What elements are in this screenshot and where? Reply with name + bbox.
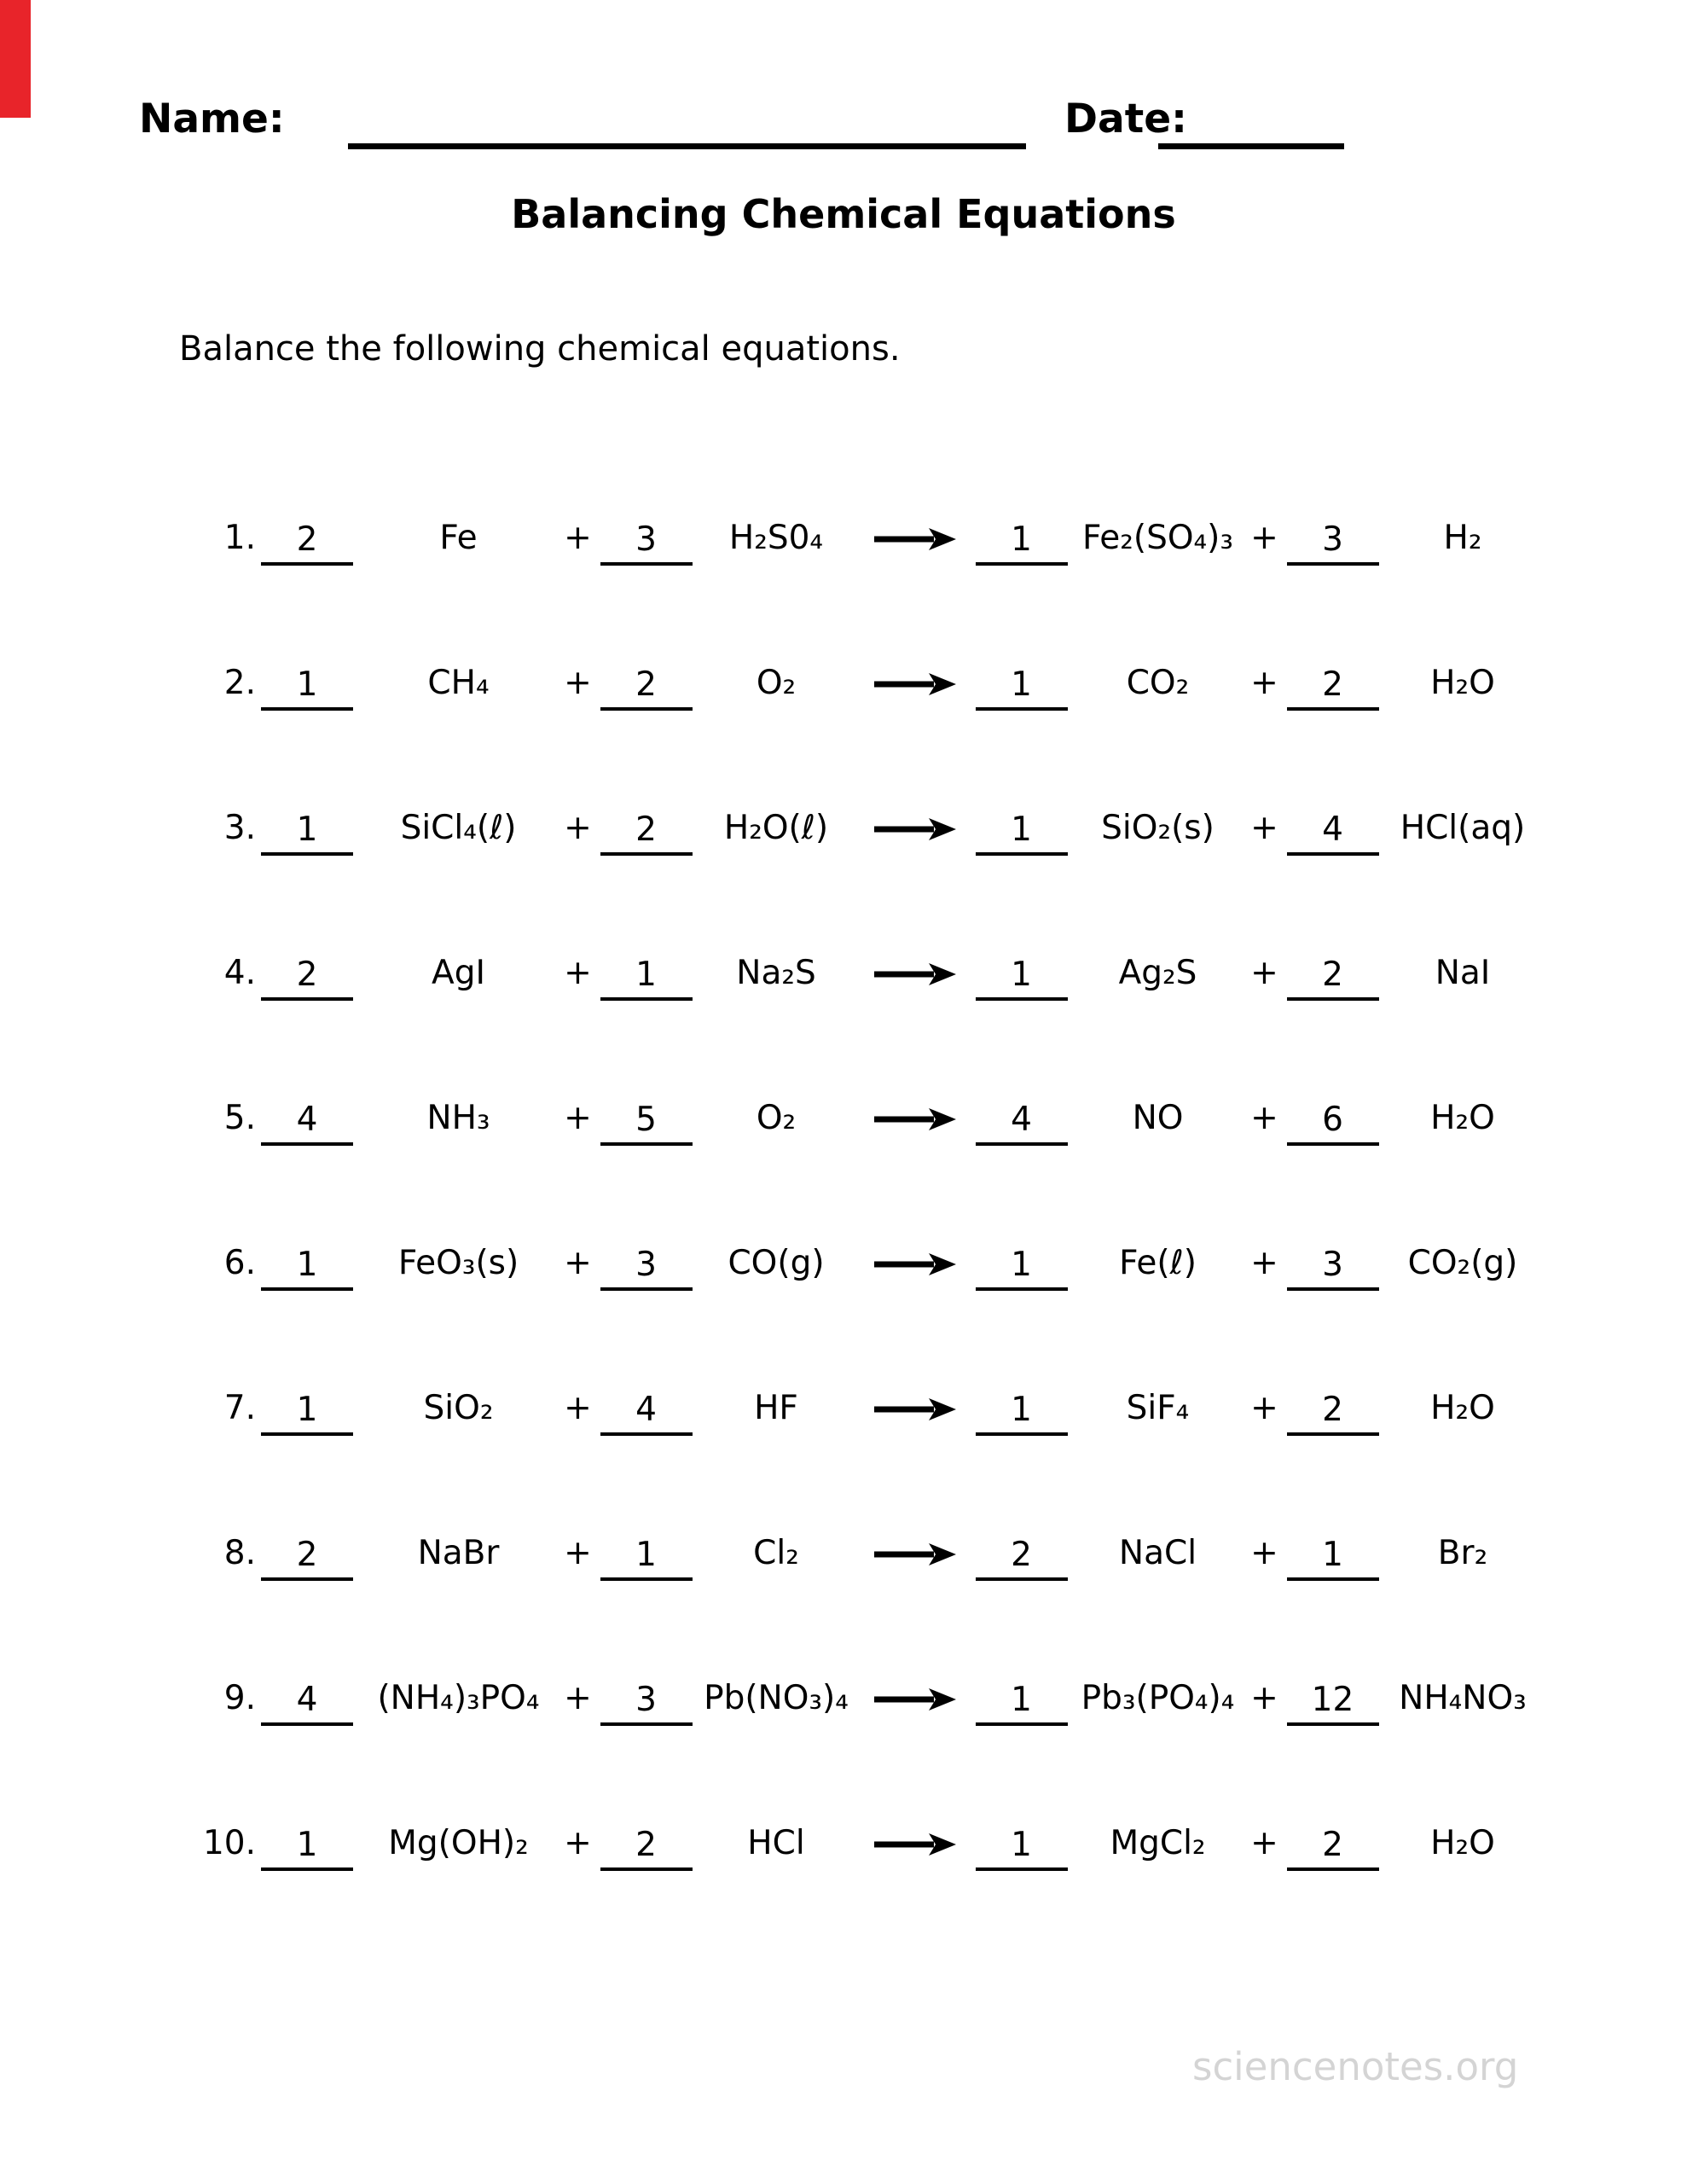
product-2-formula: H₂O [1430,1823,1495,1862]
coefficient-blank-2 [597,515,695,561]
product-1-formula: MgCl₂ [1110,1823,1206,1862]
coefficient-blank-4 [1284,1531,1382,1576]
coefficient-value-2: 1 [635,955,657,994]
plus-sign: + [1250,1098,1278,1137]
coefficient-value-4: 2 [1322,955,1343,994]
reaction-arrow-icon [857,954,972,992]
product-1-formula: Fe(ℓ) [1119,1243,1197,1282]
reaction-arrow-icon [857,1534,972,1572]
reaction-arrow-icon [857,519,972,557]
coefficient-blank-1 [256,1095,358,1141]
coefficient-blank-4 [1284,1095,1382,1141]
reaction-arrow-icon [857,664,972,702]
coefficient-value-3: 1 [1011,520,1032,559]
coefficient-blank-1 [256,805,358,851]
coefficient-value-1: 4 [296,1680,318,1719]
plus-sign: + [1250,808,1278,847]
coefficient-value-4: 2 [1322,665,1343,704]
coefficient-blank-1 [256,950,358,996]
page-title: Balancing Chemical Equations [511,191,1176,237]
reactant-1-formula: AgI [432,953,485,992]
instruction-text: Balance the following chemical equations. [179,329,901,369]
reactant-1-formula: Mg(OH)₂ [388,1823,529,1862]
coefficient-value-4: 3 [1322,520,1343,559]
coefficient-value-4: 2 [1322,1390,1343,1429]
plus-sign: + [1250,663,1278,702]
coefficient-value-3: 4 [1011,1100,1032,1139]
coefficient-blank-2 [597,1676,695,1721]
name-blank-line [348,143,1026,149]
coefficient-blank-2 [597,1095,695,1141]
reaction-arrow-icon [857,1389,972,1427]
product-2-formula: H₂ [1443,518,1482,557]
equation-row [192,1045,1544,1190]
plus-sign: + [564,1533,592,1572]
coefficient-value-2: 2 [635,1825,657,1864]
coefficient-blank-4 [1284,1821,1382,1866]
reaction-arrow-icon [857,809,972,847]
coefficient-blank-3 [972,1821,1070,1866]
red-edge-marker [0,0,31,118]
plus-sign: + [564,808,592,847]
coefficient-value-1: 1 [296,810,318,849]
reaction-arrow-icon [857,1824,972,1862]
reactant-1-formula: SiO₂ [423,1388,494,1427]
reactant-1-formula: CH₄ [427,663,490,702]
plus-sign: + [1250,1243,1278,1282]
plus-sign: + [1250,1388,1278,1427]
equations-list [192,465,1544,1915]
coefficient-blank-1 [256,515,358,561]
equation-row [192,755,1544,900]
coefficient-value-4: 12 [1311,1680,1354,1719]
coefficient-value-1: 2 [296,1535,318,1574]
plus-sign: + [1250,518,1278,557]
plus-sign: + [564,1098,592,1137]
reactant-2-formula: Na₂S [736,953,816,992]
reactant-1-formula: Fe [439,518,478,557]
coefficient-value-3: 1 [1011,665,1032,704]
equation-number: 2. [223,663,256,702]
reactant-2-formula: Cl₂ [753,1533,799,1572]
equation-row [192,465,1544,610]
coefficient-blank-3 [972,1385,1070,1431]
product-2-formula: H₂O [1430,1098,1495,1137]
coefficient-value-3: 2 [1011,1535,1032,1574]
coefficient-value-2: 3 [635,1680,657,1719]
coefficient-value-4: 1 [1322,1535,1343,1574]
product-1-formula: SiF₄ [1126,1388,1190,1427]
equation-row [192,1625,1544,1770]
coefficient-blank-1 [256,1821,358,1866]
product-2-formula: Br₂ [1437,1533,1488,1572]
equation-number: 9. [223,1678,256,1717]
coefficient-value-3: 1 [1011,1680,1032,1719]
product-1-formula: CO₂ [1126,663,1190,702]
coefficient-blank-1 [256,660,358,706]
product-2-formula: HCl(aq) [1400,808,1526,847]
coefficient-blank-2 [597,1821,695,1866]
coefficient-blank-3 [972,515,1070,561]
coefficient-value-2: 3 [635,1245,657,1284]
equation-row [192,900,1544,1045]
coefficient-blank-3 [972,1095,1070,1141]
product-2-formula: H₂O [1430,1388,1495,1427]
plus-sign: + [564,518,592,557]
plus-sign: + [1250,953,1278,992]
equation-row [192,1480,1544,1625]
coefficient-blank-2 [597,805,695,851]
coefficient-value-4: 2 [1322,1825,1343,1864]
coefficient-value-3: 1 [1011,1825,1032,1864]
coefficient-value-4: 3 [1322,1245,1343,1284]
equation-number: 10. [202,1823,256,1862]
name-label: Name: [139,96,285,142]
coefficient-value-1: 1 [296,1390,318,1429]
coefficient-value-1: 1 [296,665,318,704]
equation-row [192,1335,1544,1480]
coefficient-blank-1 [256,1385,358,1431]
reactant-2-formula: Pb(NO₃)₄ [704,1678,849,1717]
coefficient-value-1: 1 [296,1245,318,1284]
coefficient-blank-4 [1284,805,1382,851]
equation-number: 1. [223,518,256,557]
reactant-1-formula: NaBr [417,1533,500,1572]
equation-number: 6. [223,1243,256,1282]
coefficient-value-2: 3 [635,520,657,559]
coefficient-blank-4 [1284,660,1382,706]
coefficient-blank-3 [972,660,1070,706]
plus-sign: + [564,953,592,992]
reactant-2-formula: HF [754,1388,798,1427]
coefficient-value-4: 6 [1322,1100,1343,1139]
coefficient-blank-4 [1284,1676,1382,1721]
coefficient-blank-4 [1284,1385,1382,1431]
reactant-1-formula: FeO₃(s) [397,1243,519,1282]
equation-row [192,1190,1544,1335]
plus-sign: + [1250,1678,1278,1717]
coefficient-value-2: 2 [635,810,657,849]
coefficient-blank-3 [972,1531,1070,1576]
equation-row [192,610,1544,755]
watermark-text: sciencenotes.org [1192,2044,1519,2089]
coefficient-value-1: 2 [296,955,318,994]
product-2-formula: NH₄NO₃ [1399,1678,1527,1717]
coefficient-blank-3 [972,950,1070,996]
reaction-arrow-icon [857,1099,972,1137]
coefficient-value-1: 4 [296,1100,318,1139]
coefficient-blank-2 [597,1240,695,1286]
plus-sign: + [564,663,592,702]
reactant-1-formula: SiCl₄(ℓ) [400,808,517,847]
reaction-arrow-icon [857,1244,972,1282]
coefficient-value-4: 4 [1322,810,1343,849]
coefficient-blank-2 [597,950,695,996]
plus-sign: + [564,1243,592,1282]
reactant-2-formula: HCl [747,1823,805,1862]
equation-number: 8. [223,1533,256,1572]
plus-sign: + [564,1678,592,1717]
reactant-1-formula: (NH₄)₃PO₄ [377,1678,540,1717]
coefficient-blank-1 [256,1676,358,1721]
coefficient-blank-3 [972,1240,1070,1286]
coefficient-blank-4 [1284,515,1382,561]
coefficient-value-1: 2 [296,520,318,559]
product-1-formula: NaCl [1118,1533,1197,1572]
coefficient-value-2: 5 [635,1100,657,1139]
plus-sign: + [564,1388,592,1427]
coefficient-value-3: 1 [1011,1390,1032,1429]
reactant-2-formula: H₂O(ℓ) [723,808,829,847]
coefficient-value-3: 1 [1011,955,1032,994]
reactant-1-formula: NH₃ [426,1098,490,1137]
date-label: Date: [1064,96,1187,142]
product-2-formula: CO₂(g) [1407,1243,1518,1282]
coefficient-value-3: 1 [1011,810,1032,849]
coefficient-value-2: 4 [635,1390,657,1429]
product-1-formula: Fe₂(SO₄)₃ [1081,518,1234,557]
coefficient-value-2: 2 [635,665,657,704]
reactant-2-formula: CO(g) [728,1243,825,1282]
product-2-formula: H₂O [1430,663,1495,702]
date-blank-line [1158,143,1344,149]
product-1-formula: Pb₃(PO₄)₄ [1081,1678,1235,1717]
product-1-formula: Ag₂S [1118,953,1197,992]
equation-row [192,1770,1544,1915]
coefficient-value-3: 1 [1011,1245,1032,1284]
coefficient-blank-2 [597,1385,695,1431]
coefficient-blank-2 [597,1531,695,1576]
coefficient-blank-3 [972,1676,1070,1721]
coefficient-blank-3 [972,805,1070,851]
equation-number: 5. [223,1098,256,1137]
product-1-formula: NO [1132,1098,1184,1137]
equation-number: 3. [223,808,256,847]
equation-number: 7. [223,1388,256,1427]
coefficient-blank-4 [1284,1240,1382,1286]
reactant-2-formula: H₂S0₄ [728,518,824,557]
reactant-2-formula: O₂ [756,663,797,702]
coefficient-blank-1 [256,1240,358,1286]
coefficient-value-1: 1 [296,1825,318,1864]
plus-sign: + [1250,1823,1278,1862]
coefficient-blank-1 [256,1531,358,1576]
plus-sign: + [564,1823,592,1862]
reaction-arrow-icon [857,1679,972,1717]
product-1-formula: SiO₂(s) [1101,808,1215,847]
coefficient-value-2: 1 [635,1535,657,1574]
reactant-2-formula: O₂ [756,1098,797,1137]
plus-sign: + [1250,1533,1278,1572]
product-2-formula: NaI [1435,953,1491,992]
equation-number: 4. [223,953,256,992]
coefficient-blank-2 [597,660,695,706]
coefficient-blank-4 [1284,950,1382,996]
